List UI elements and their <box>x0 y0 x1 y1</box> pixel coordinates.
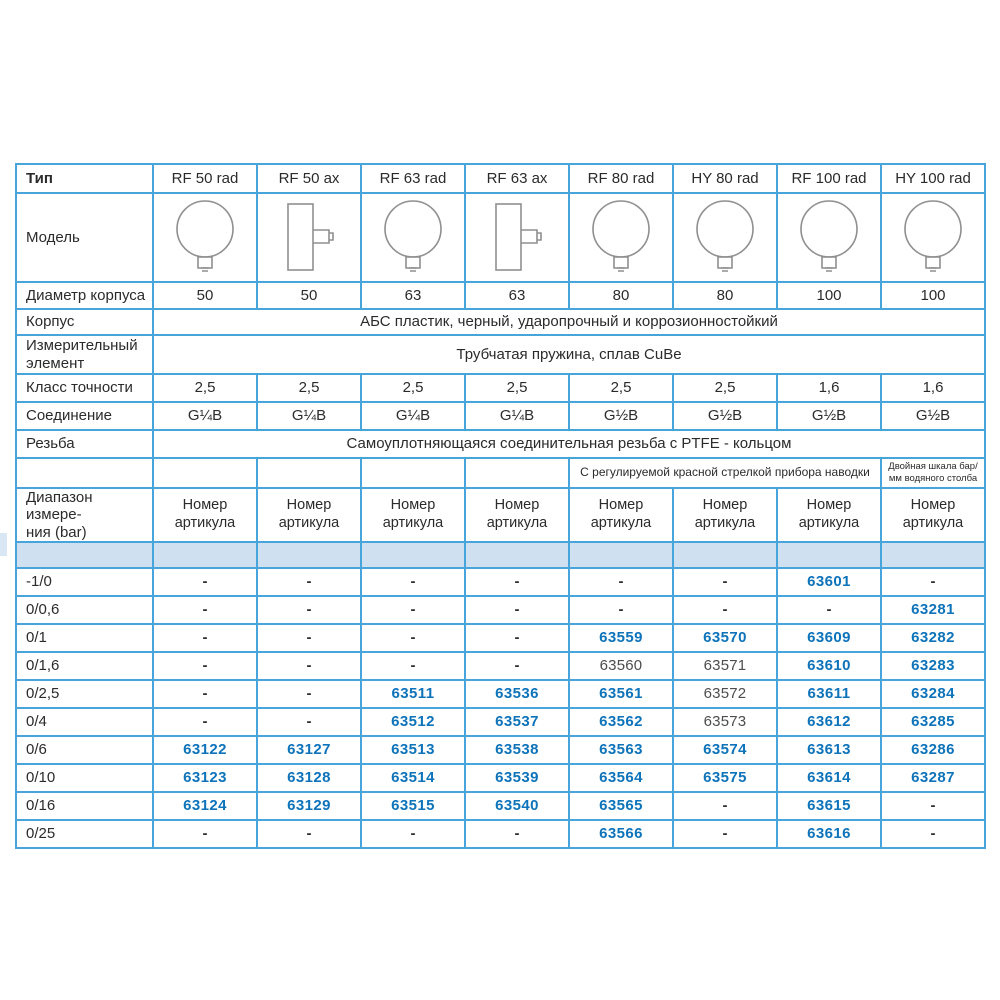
article-cell: 63515 <box>361 792 465 820</box>
article-cell: - <box>257 568 361 596</box>
article-cell: - <box>153 624 257 652</box>
highlight-cell <box>777 542 881 568</box>
article-cell: - <box>673 596 777 624</box>
column-header-rf100rad: RF 100 rad <box>777 164 881 193</box>
row-range-0-16 <box>16 652 985 680</box>
body-value: АБС пластик, черный, ударопрочный и коррозионностойкий <box>153 309 985 335</box>
element-label: Измерительный элемент <box>16 335 153 374</box>
accuracy-value: 2,5 <box>153 374 257 402</box>
article-cell: - <box>465 652 569 680</box>
range-value: 0/16 <box>16 792 153 820</box>
row-body <box>16 309 985 335</box>
article-cell: 63128 <box>257 764 361 792</box>
row-range-0-6 <box>16 736 985 764</box>
gauge-radial-icon <box>169 198 241 278</box>
row-article-header <box>16 488 985 542</box>
gauge-radial-icon <box>377 198 449 278</box>
article-cell: - <box>361 652 465 680</box>
diameter-value: 50 <box>257 282 361 309</box>
diameter-label: Диаметр корпуса <box>16 282 153 309</box>
row-diameter <box>16 282 985 309</box>
article-cell: 63540 <box>465 792 569 820</box>
notes-empty-label <box>16 458 153 488</box>
accuracy-value: 2,5 <box>673 374 777 402</box>
article-number-header: Номер артикула <box>257 488 361 542</box>
diameter-value: 80 <box>569 282 673 309</box>
row-range--1-0 <box>16 568 985 596</box>
range-value: 0/1,6 <box>16 652 153 680</box>
article-cell: - <box>257 680 361 708</box>
accuracy-value: 2,5 <box>465 374 569 402</box>
article-cell: - <box>257 652 361 680</box>
column-header-rf80rad: RF 80 rad <box>569 164 673 193</box>
range-value: 0/25 <box>16 820 153 848</box>
article-cell: 63612 <box>777 708 881 736</box>
article-cell: - <box>257 596 361 624</box>
spec-table <box>15 163 986 849</box>
highlight-cell <box>153 542 257 568</box>
notes-empty-cell <box>465 458 569 488</box>
model-cell <box>881 193 985 282</box>
highlight-cell <box>881 542 985 568</box>
article-cell: 63511 <box>361 680 465 708</box>
article-cell: - <box>673 568 777 596</box>
article-cell: - <box>465 820 569 848</box>
article-number-header: Номер артикула <box>777 488 881 542</box>
thread-label: Резьба <box>16 430 153 458</box>
article-cell: 63610 <box>777 652 881 680</box>
article-cell: 63566 <box>569 820 673 848</box>
notes-empty-cell <box>153 458 257 488</box>
highlight-cell <box>16 542 153 568</box>
article-cell: 63573 <box>673 708 777 736</box>
article-cell: 63614 <box>777 764 881 792</box>
article-cell: 63615 <box>777 792 881 820</box>
row-notes <box>16 458 985 488</box>
connection-value: G½B <box>569 402 673 430</box>
article-cell: - <box>881 792 985 820</box>
row-connection <box>16 402 985 430</box>
accuracy-value: 1,6 <box>881 374 985 402</box>
connection-value: G¼B <box>361 402 465 430</box>
article-cell: - <box>153 596 257 624</box>
article-cell: 63537 <box>465 708 569 736</box>
model-cell <box>569 193 673 282</box>
article-cell: 63575 <box>673 764 777 792</box>
article-cell: - <box>361 624 465 652</box>
article-cell: - <box>569 568 673 596</box>
article-number-header: Номер артикула <box>361 488 465 542</box>
accuracy-label: Класс точности <box>16 374 153 402</box>
article-cell: - <box>257 820 361 848</box>
diameter-value: 100 <box>881 282 985 309</box>
article-cell: - <box>777 596 881 624</box>
article-cell: 63565 <box>569 792 673 820</box>
diameter-value: 50 <box>153 282 257 309</box>
article-cell: - <box>881 568 985 596</box>
connection-value: G½B <box>673 402 777 430</box>
article-cell: 63123 <box>153 764 257 792</box>
article-cell: - <box>153 652 257 680</box>
article-cell: 63572 <box>673 680 777 708</box>
article-number-header: Номер артикула <box>153 488 257 542</box>
article-cell: 63285 <box>881 708 985 736</box>
article-cell: 63122 <box>153 736 257 764</box>
note-dual-scale: Двойная шкала бар/ мм водяного столба <box>881 458 985 488</box>
article-cell: - <box>153 708 257 736</box>
row-range-0-25bar <box>16 820 985 848</box>
row-range-0-4 <box>16 708 985 736</box>
article-cell: 63538 <box>465 736 569 764</box>
diameter-value: 63 <box>465 282 569 309</box>
article-cell: 63281 <box>881 596 985 624</box>
highlight-cell <box>257 542 361 568</box>
connection-label: Соединение <box>16 402 153 430</box>
article-cell: 63560 <box>569 652 673 680</box>
article-cell: 63513 <box>361 736 465 764</box>
article-cell: 63287 <box>881 764 985 792</box>
article-cell: - <box>153 820 257 848</box>
article-cell: 63127 <box>257 736 361 764</box>
diameter-value: 80 <box>673 282 777 309</box>
article-cell: 63616 <box>777 820 881 848</box>
gauge-radial-icon <box>689 198 761 278</box>
article-cell: 63539 <box>465 764 569 792</box>
article-cell: - <box>361 568 465 596</box>
connection-value: G¼B <box>153 402 257 430</box>
article-cell: - <box>153 680 257 708</box>
article-cell: - <box>465 568 569 596</box>
article-cell: - <box>465 596 569 624</box>
row-type <box>16 164 985 193</box>
article-cell: 63536 <box>465 680 569 708</box>
article-cell: 63124 <box>153 792 257 820</box>
gauge-axial-icon <box>481 198 553 278</box>
element-value: Трубчатая пружина, сплав CuBe <box>153 335 985 374</box>
article-cell: 63563 <box>569 736 673 764</box>
article-cell: - <box>361 596 465 624</box>
row-range-0-1 <box>16 624 985 652</box>
connection-value: G½B <box>881 402 985 430</box>
model-label: Модель <box>16 193 153 282</box>
range-value: 0/1 <box>16 624 153 652</box>
range-label: Диапазон измере- ния (bar) <box>16 488 153 542</box>
article-cell: 63559 <box>569 624 673 652</box>
range-value: -1/0 <box>16 568 153 596</box>
gauge-radial-icon <box>793 198 865 278</box>
highlight-cell <box>465 542 569 568</box>
article-cell: 63561 <box>569 680 673 708</box>
body-label: Корпус <box>16 309 153 335</box>
column-header-rf50rad: RF 50 rad <box>153 164 257 193</box>
article-cell: 63284 <box>881 680 985 708</box>
article-cell: 63570 <box>673 624 777 652</box>
highlight-cell <box>569 542 673 568</box>
article-cell: 63129 <box>257 792 361 820</box>
column-header-rf50ax: RF 50 ax <box>257 164 361 193</box>
gauge-axial-icon <box>273 198 345 278</box>
model-cell <box>465 193 569 282</box>
row-thread <box>16 430 985 458</box>
article-cell: 63609 <box>777 624 881 652</box>
notes-empty-cell <box>257 458 361 488</box>
connection-value: G¼B <box>257 402 361 430</box>
article-cell: - <box>153 568 257 596</box>
model-cell <box>153 193 257 282</box>
column-header-hy100rad: HY 100 rad <box>881 164 985 193</box>
article-cell: 63562 <box>569 708 673 736</box>
column-header-rf63ax: RF 63 ax <box>465 164 569 193</box>
model-cell <box>361 193 465 282</box>
accuracy-value: 2,5 <box>361 374 465 402</box>
row-range-0-10 <box>16 764 985 792</box>
article-cell: 63282 <box>881 624 985 652</box>
accuracy-value: 2,5 <box>569 374 673 402</box>
article-cell: - <box>569 596 673 624</box>
article-cell: 63613 <box>777 736 881 764</box>
article-cell: 63611 <box>777 680 881 708</box>
model-cell <box>673 193 777 282</box>
row-highlight <box>16 542 985 568</box>
row-range-0-06 <box>16 596 985 624</box>
row-range-0-16bar <box>16 792 985 820</box>
column-header-hy80rad: HY 80 rad <box>673 164 777 193</box>
column-header-rf63rad: RF 63 rad <box>361 164 465 193</box>
article-cell: - <box>465 624 569 652</box>
article-number-header: Номер артикула <box>465 488 569 542</box>
article-cell: - <box>257 624 361 652</box>
type-label: Тип <box>16 164 153 193</box>
notes-empty-cell <box>361 458 465 488</box>
article-cell: - <box>257 708 361 736</box>
article-cell: 63512 <box>361 708 465 736</box>
article-cell: 63286 <box>881 736 985 764</box>
model-cell <box>777 193 881 282</box>
article-number-header: Номер артикула <box>673 488 777 542</box>
article-cell: 63574 <box>673 736 777 764</box>
article-cell: - <box>673 792 777 820</box>
range-value: 0/6 <box>16 736 153 764</box>
article-cell: 63564 <box>569 764 673 792</box>
diameter-value: 100 <box>777 282 881 309</box>
highlight-cell <box>673 542 777 568</box>
article-number-header: Номер артикула <box>881 488 985 542</box>
article-cell: 63571 <box>673 652 777 680</box>
range-value: 0/2,5 <box>16 680 153 708</box>
accuracy-value: 2,5 <box>257 374 361 402</box>
highlight-row-left-bleed <box>0 533 7 556</box>
model-cell <box>257 193 361 282</box>
row-element <box>16 335 985 374</box>
gauge-radial-icon <box>585 198 657 278</box>
diameter-value: 63 <box>361 282 465 309</box>
range-value: 0/4 <box>16 708 153 736</box>
note-red-pointer: С регулируемой красной стрелкой прибора наводки <box>569 458 881 488</box>
article-cell: 63601 <box>777 568 881 596</box>
connection-value: G½B <box>777 402 881 430</box>
article-cell: 63514 <box>361 764 465 792</box>
accuracy-value: 1,6 <box>777 374 881 402</box>
article-number-header: Номер артикула <box>569 488 673 542</box>
connection-value: G¼B <box>465 402 569 430</box>
article-cell: 63283 <box>881 652 985 680</box>
thread-value: Самоуплотняющаяся соединительная резьба с PTFE - кольцом <box>153 430 985 458</box>
article-cell: - <box>881 820 985 848</box>
row-model <box>16 193 985 282</box>
range-value: 0/0,6 <box>16 596 153 624</box>
article-cell: - <box>361 820 465 848</box>
gauge-radial-icon <box>897 198 969 278</box>
range-value: 0/10 <box>16 764 153 792</box>
article-cell: - <box>673 820 777 848</box>
row-accuracy <box>16 374 985 402</box>
row-range-0-25 <box>16 680 985 708</box>
highlight-cell <box>361 542 465 568</box>
